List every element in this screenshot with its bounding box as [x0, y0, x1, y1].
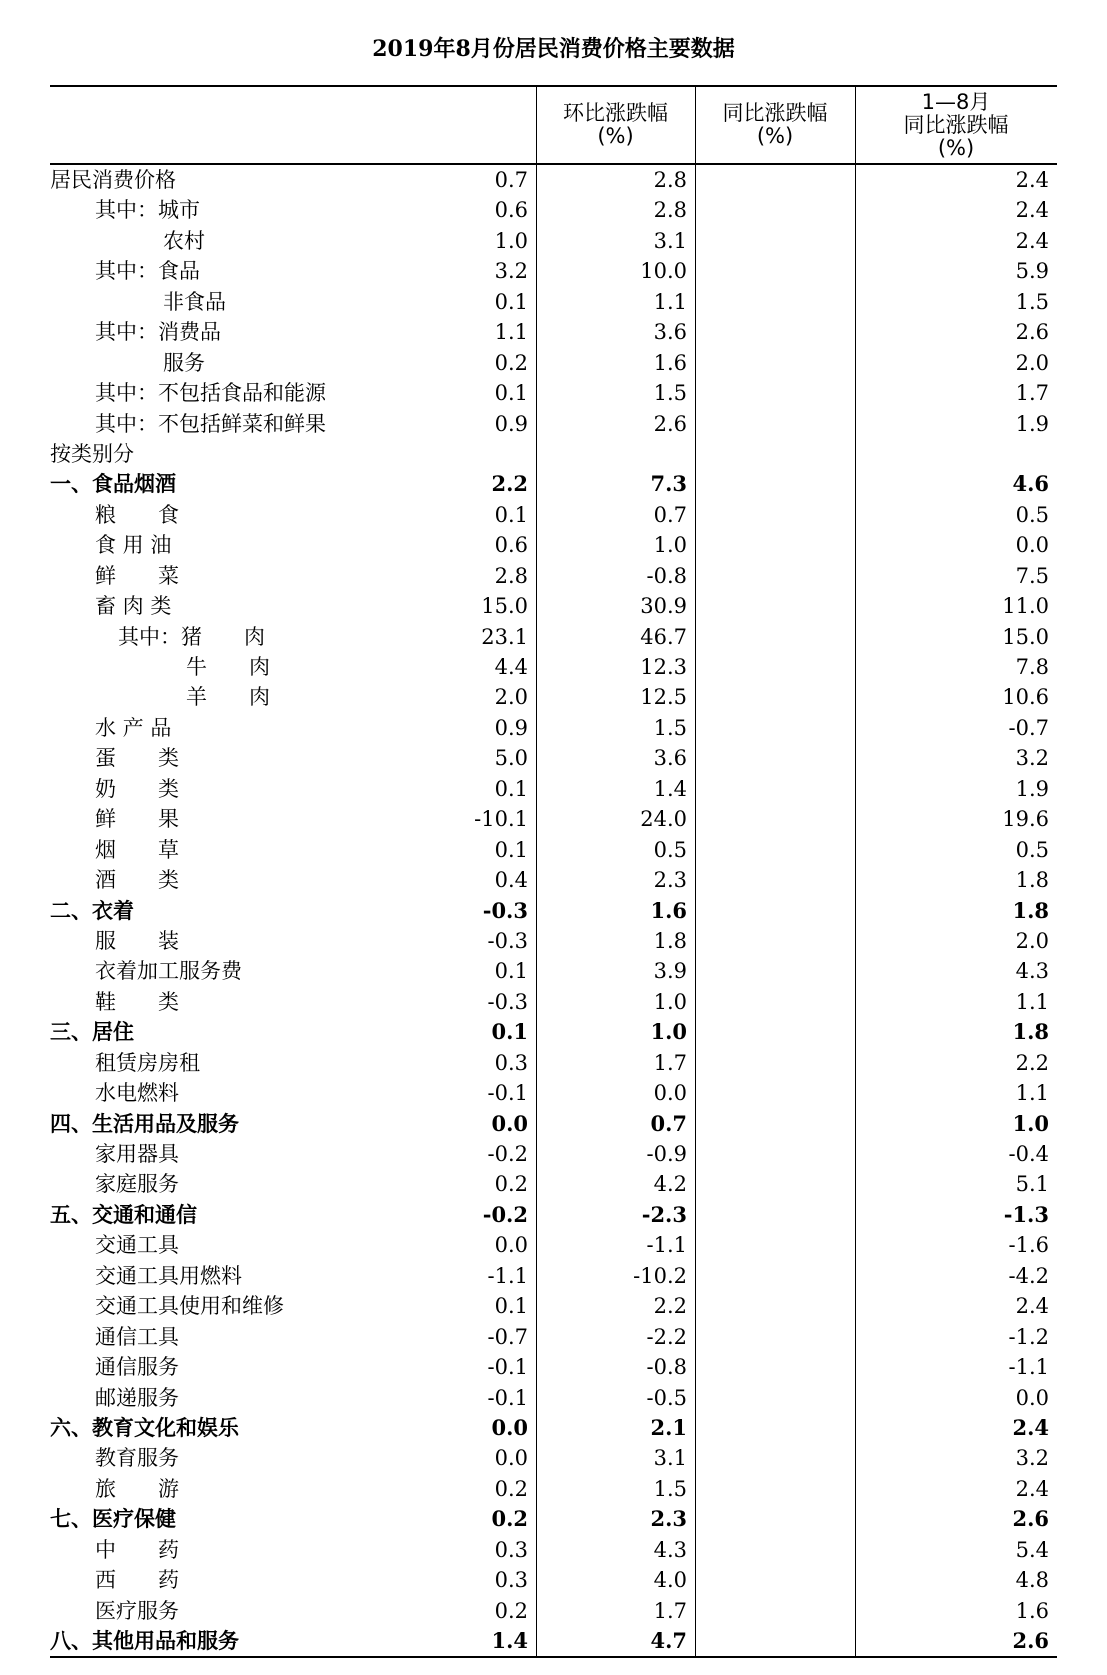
row-label: 衣着加工服务费 — [95, 959, 242, 984]
table-row — [50, 1535, 1057, 1565]
table-row — [50, 1261, 1057, 1291]
table-row — [50, 1200, 1057, 1230]
table-row — [50, 1504, 1057, 1534]
row-label: 交通工具用燃料 — [95, 1263, 242, 1288]
row-label: 服 装 — [95, 928, 179, 953]
table-row — [50, 926, 1057, 956]
row-label: 五、交通和通信 — [50, 1202, 197, 1227]
yoy-value: 1.6 — [653, 350, 687, 375]
mom-value: -0.3 — [482, 897, 528, 923]
ytd-yoy-value: 2.6 — [1015, 320, 1049, 345]
yoy-value: 3.9 — [653, 959, 687, 984]
mom-value: 1.4 — [491, 1628, 528, 1653]
table-row — [50, 409, 1057, 439]
ytd-yoy-value: 1.0 — [1012, 1110, 1049, 1136]
yoy-value: 3.6 — [653, 320, 687, 345]
yoy-value: 2.8 — [653, 168, 687, 192]
ytd-yoy-value: 3.2 — [1015, 1446, 1049, 1471]
row-label: 交通工具 — [95, 1233, 179, 1258]
table-row — [50, 317, 1057, 347]
yoy-value: 1.4 — [653, 776, 687, 801]
table-row — [50, 1383, 1057, 1413]
yoy-value: 12.5 — [640, 685, 687, 710]
ytd-yoy-value: 1.7 — [1015, 381, 1049, 406]
yoy-value: 3.1 — [653, 1446, 687, 1471]
mom-value: -0.2 — [482, 1201, 528, 1227]
yoy-value: 24.0 — [640, 807, 687, 832]
mom-value: 0.0 — [494, 1446, 528, 1471]
ytd-yoy-value: -1.1 — [1008, 1355, 1049, 1380]
mom-value: 0.1 — [494, 289, 528, 314]
yoy-value: 7.3 — [650, 471, 687, 497]
row-label: 蛋 类 — [95, 746, 179, 771]
mom-value: 0.2 — [494, 1476, 528, 1501]
yoy-value: 1.7 — [653, 1050, 687, 1075]
ytd-yoy-value — [906, 439, 1049, 469]
row-label: 四、生活用品及服务 — [50, 1111, 239, 1136]
ytd-yoy-value: 4.3 — [1015, 959, 1049, 984]
ytd-yoy-value: -0.7 — [1008, 715, 1049, 740]
table-header — [50, 87, 1057, 165]
ytd-yoy-value: 1.8 — [1012, 1019, 1049, 1045]
row-label: 旅 游 — [95, 1476, 179, 1501]
table-row — [50, 743, 1057, 773]
table-row — [50, 956, 1057, 986]
header-yoy-change — [695, 87, 855, 163]
ytd-yoy-value: 5.9 — [1015, 259, 1049, 284]
yoy-value: -0.9 — [646, 1142, 687, 1166]
table-row — [50, 652, 1057, 682]
table-row — [50, 348, 1057, 378]
yoy-value: -0.8 — [646, 1355, 687, 1380]
yoy-value: 1.1 — [653, 289, 687, 314]
yoy-value: 4.7 — [650, 1628, 687, 1653]
row-label: 水 产 品 — [95, 715, 172, 740]
mom-value: 1.0 — [494, 228, 528, 253]
yoy-value: -1.1 — [646, 1233, 687, 1258]
mom-value: -0.3 — [487, 928, 528, 953]
page-title: 2019年8月份居民消费价格主要数据 — [372, 36, 735, 62]
row-label: 其中：城市 — [95, 198, 200, 223]
yoy-value: 0.0 — [653, 1081, 687, 1106]
table-row — [50, 1017, 1057, 1047]
ytd-yoy-value: 2.0 — [1015, 350, 1049, 375]
mom-value: 0.0 — [491, 1110, 528, 1136]
yoy-value: 0.7 — [653, 502, 687, 527]
mom-value: 0.1 — [494, 776, 528, 801]
mom-value: 0.2 — [491, 1506, 528, 1532]
row-label: 粮 食 — [95, 502, 179, 527]
mom-value: 0.1 — [491, 1019, 528, 1045]
ytd-yoy-value: 0.5 — [1015, 502, 1049, 527]
ytd-yoy-value: -0.4 — [1008, 1142, 1049, 1166]
mom-value: 0.1 — [494, 837, 528, 862]
table-row — [50, 1596, 1057, 1626]
table-row — [50, 591, 1057, 621]
ytd-yoy-value: 7.5 — [1015, 563, 1049, 588]
mom-value: 0.4 — [494, 868, 528, 893]
row-label: 一、食品烟酒 — [50, 472, 176, 497]
yoy-value: 2.8 — [653, 198, 687, 223]
table-row — [50, 500, 1057, 530]
table-row — [50, 1322, 1057, 1352]
ytd-yoy-value: 0.0 — [1015, 533, 1049, 558]
mom-value: 4.4 — [494, 655, 528, 679]
ytd-yoy-value: -1.6 — [1008, 1233, 1049, 1258]
yoy-value: 12.3 — [640, 655, 687, 679]
mom-value: 15.0 — [481, 594, 528, 619]
table-row — [50, 530, 1057, 560]
ytd-yoy-value: 0.5 — [1015, 837, 1049, 862]
row-label: 牛 肉 — [186, 655, 270, 679]
ytd-yoy-value: 0.0 — [1015, 1385, 1049, 1410]
row-label: 其中：不包括鲜菜和鲜果 — [95, 411, 326, 436]
mom-value: -0.1 — [487, 1385, 528, 1410]
table-row — [50, 226, 1057, 256]
header-ytd-label: 同比涨跌幅 — [903, 112, 1009, 137]
mom-value: 0.1 — [494, 1294, 528, 1319]
ytd-yoy-value: 1.9 — [1015, 411, 1049, 436]
row-label: 家用器具 — [95, 1142, 179, 1166]
table-row — [50, 1626, 1057, 1656]
table-row — [50, 1078, 1057, 1108]
mom-value: 0.1 — [494, 381, 528, 406]
table-row — [50, 1443, 1057, 1473]
ytd-yoy-value: 1.5 — [1015, 289, 1049, 314]
yoy-value: 0.5 — [653, 837, 687, 862]
ytd-yoy-value: -4.2 — [1008, 1263, 1049, 1288]
yoy-value: 2.3 — [650, 1506, 687, 1532]
row-label: 其中：猪 肉 — [118, 624, 265, 649]
row-label: 鞋 类 — [95, 989, 179, 1014]
yoy-value: 2.6 — [653, 411, 687, 436]
table-row — [50, 256, 1057, 286]
ytd-yoy-value: 4.8 — [1015, 1568, 1049, 1593]
mom-value: 0.6 — [494, 198, 528, 223]
row-label: 八、其他用品和服务 — [50, 1629, 239, 1653]
yoy-value: 2.3 — [653, 868, 687, 893]
mom-value: 1.1 — [494, 320, 528, 345]
yoy-value: 1.0 — [653, 989, 687, 1014]
table-row — [50, 1048, 1057, 1078]
ytd-yoy-value: 1.1 — [1015, 1081, 1049, 1106]
yoy-value: -2.3 — [641, 1201, 687, 1227]
header-ytd-unit: (%) — [937, 135, 975, 160]
mom-value: 0.9 — [494, 411, 528, 436]
row-label: 教育服务 — [95, 1446, 179, 1471]
table-row — [50, 1139, 1057, 1169]
row-label: 鲜 菜 — [95, 563, 179, 588]
table-row — [50, 1230, 1057, 1260]
header-ytd-period: 1—8月 — [921, 89, 991, 114]
row-label: 酒 类 — [95, 868, 179, 893]
column-divider — [855, 87, 856, 1656]
mom-value: 0.2 — [494, 1172, 528, 1197]
yoy-value: 1.0 — [653, 533, 687, 558]
row-label: 食 用 油 — [95, 533, 172, 558]
mom-value: -0.1 — [487, 1081, 528, 1106]
table-row — [50, 1109, 1057, 1139]
ytd-yoy-value: 2.2 — [1015, 1050, 1049, 1075]
yoy-value: 1.6 — [650, 897, 687, 923]
table-row — [50, 804, 1057, 834]
ytd-yoy-value: 5.4 — [1015, 1537, 1049, 1562]
ytd-yoy-value: 11.0 — [1002, 594, 1049, 619]
ytd-yoy-value: -1.2 — [1008, 1324, 1049, 1349]
ytd-yoy-value: 15.0 — [1002, 624, 1049, 649]
header-mom-label: 环比涨跌幅 — [563, 101, 668, 125]
mom-value: 0.3 — [494, 1568, 528, 1593]
ytd-yoy-value: 2.4 — [1012, 1414, 1049, 1440]
table-body — [50, 165, 1057, 1656]
mom-value: 0.1 — [494, 959, 528, 984]
row-label: 居民消费价格 — [50, 168, 176, 192]
row-label: 其中：消费品 — [95, 320, 221, 345]
table-row — [50, 622, 1057, 652]
row-label: 通信工具 — [95, 1324, 179, 1349]
mom-value: -0.7 — [487, 1324, 528, 1349]
ytd-yoy-value: 2.0 — [1015, 928, 1049, 953]
yoy-value: 4.2 — [653, 1172, 687, 1197]
yoy-value: 1.5 — [653, 381, 687, 406]
mom-value: -10.1 — [474, 807, 528, 832]
yoy-value: 3.6 — [653, 746, 687, 771]
column-divider — [536, 87, 537, 1656]
mom-value: 0.2 — [494, 1598, 528, 1623]
row-label: 二、衣着 — [50, 898, 134, 923]
row-label: 按类别分 — [50, 441, 134, 466]
header-ytd-yoy-change — [855, 87, 1057, 163]
table-row — [50, 378, 1057, 408]
mom-value: 5.0 — [494, 746, 528, 771]
row-label: 六、教育文化和娱乐 — [50, 1415, 239, 1440]
table-row — [50, 987, 1057, 1017]
row-label: 水电燃料 — [95, 1081, 179, 1106]
row-label: 其中：不包括食品和能源 — [95, 381, 326, 406]
table-row — [50, 287, 1057, 317]
header-mom-unit: (%) — [597, 124, 634, 148]
mom-value: -0.3 — [487, 989, 528, 1014]
mom-value: 0.3 — [494, 1050, 528, 1075]
table-row — [50, 469, 1057, 499]
mom-value: -0.1 — [487, 1355, 528, 1380]
ytd-yoy-value: 2.4 — [1015, 198, 1049, 223]
row-label: 交通工具使用和维修 — [95, 1294, 284, 1319]
ytd-yoy-value: 1.8 — [1012, 897, 1049, 923]
column-divider — [695, 87, 696, 1656]
ytd-yoy-value: -1.3 — [1003, 1201, 1049, 1227]
yoy-value — [537, 439, 687, 469]
mom-value: 2.2 — [491, 471, 528, 497]
yoy-value: -0.8 — [646, 563, 687, 588]
row-label: 七、医疗保健 — [50, 1507, 176, 1532]
ytd-yoy-value: 2.4 — [1015, 168, 1049, 192]
yoy-value: 46.7 — [640, 624, 687, 649]
table-row — [50, 195, 1057, 225]
yoy-value: 1.0 — [650, 1019, 687, 1045]
ytd-yoy-value: 19.6 — [1002, 807, 1049, 832]
yoy-value: 1.7 — [653, 1598, 687, 1623]
ytd-yoy-value: 3.2 — [1015, 746, 1049, 771]
mom-value: 0.2 — [494, 350, 528, 375]
mom-value: 3.2 — [494, 259, 528, 284]
cpi-data-table — [50, 85, 1057, 1658]
row-label: 羊 肉 — [186, 685, 270, 710]
table-row — [50, 865, 1057, 895]
mom-value: -0.2 — [487, 1142, 528, 1166]
row-label: 邮递服务 — [95, 1385, 179, 1410]
table-row — [50, 165, 1057, 195]
header-mom-change — [536, 87, 695, 163]
table-row — [50, 561, 1057, 591]
mom-value: 0.9 — [494, 715, 528, 740]
table-row — [50, 1291, 1057, 1321]
row-label: 奶 类 — [95, 776, 179, 801]
table-row — [50, 896, 1057, 926]
mom-value — [378, 439, 528, 469]
mom-value: 0.0 — [491, 1414, 528, 1440]
table-row — [50, 1474, 1057, 1504]
row-label: 三、居住 — [50, 1020, 134, 1045]
row-label: 家庭服务 — [95, 1172, 179, 1197]
yoy-value: 1.8 — [653, 928, 687, 953]
mom-value: 0.7 — [494, 168, 528, 192]
yoy-value: 1.5 — [653, 1476, 687, 1501]
row-label: 农村 — [163, 228, 205, 253]
table-row — [50, 1565, 1057, 1595]
ytd-yoy-value: 2.4 — [1015, 1476, 1049, 1501]
ytd-yoy-value: 1.8 — [1015, 868, 1049, 893]
ytd-yoy-value: 4.6 — [1012, 471, 1049, 497]
yoy-value: 2.2 — [653, 1294, 687, 1319]
ytd-yoy-value: 7.8 — [1015, 655, 1049, 679]
yoy-value: 3.1 — [653, 228, 687, 253]
ytd-yoy-value: 2.4 — [1015, 1294, 1049, 1319]
ytd-yoy-value: 1.1 — [1015, 989, 1049, 1014]
mom-value: 0.3 — [494, 1537, 528, 1562]
table-row — [50, 682, 1057, 712]
row-label: 非食品 — [163, 289, 226, 314]
row-label: 医疗服务 — [95, 1598, 179, 1623]
ytd-yoy-value: 2.6 — [1012, 1628, 1049, 1653]
mom-value: 0.1 — [494, 502, 528, 527]
row-label: 中 药 — [95, 1537, 179, 1562]
row-label: 其中：食品 — [95, 259, 200, 284]
table-row — [50, 1169, 1057, 1199]
yoy-value: -2.2 — [646, 1324, 687, 1349]
table-row — [50, 439, 1057, 469]
row-label: 畜 肉 类 — [95, 594, 172, 619]
mom-value: 0.0 — [494, 1233, 528, 1258]
yoy-value: 4.3 — [653, 1537, 687, 1562]
ytd-yoy-value: 5.1 — [1015, 1172, 1049, 1197]
yoy-value: 0.7 — [650, 1110, 687, 1136]
table-row — [50, 1413, 1057, 1443]
yoy-value: 10.0 — [640, 259, 687, 284]
row-label: 烟 草 — [95, 837, 179, 862]
table-row — [50, 1352, 1057, 1382]
row-label: 西 药 — [95, 1568, 179, 1593]
yoy-value: 4.0 — [653, 1568, 687, 1593]
yoy-value: 2.1 — [650, 1414, 687, 1440]
table-row — [50, 835, 1057, 865]
ytd-yoy-value: 2.6 — [1012, 1506, 1049, 1532]
mom-value: -1.1 — [487, 1263, 528, 1288]
yoy-value: 1.5 — [653, 715, 687, 740]
table-row — [50, 713, 1057, 743]
yoy-value: -0.5 — [646, 1385, 687, 1410]
ytd-yoy-value: 2.4 — [1015, 228, 1049, 253]
ytd-yoy-value: 1.9 — [1015, 776, 1049, 801]
ytd-yoy-value: 1.6 — [1015, 1598, 1049, 1623]
mom-value: 2.0 — [494, 685, 528, 710]
mom-value: 0.6 — [494, 533, 528, 558]
mom-value: 23.1 — [481, 624, 528, 649]
header-yoy-unit: (%) — [756, 124, 794, 148]
row-label: 服务 — [163, 350, 205, 375]
header-yoy-label: 同比涨跌幅 — [722, 101, 828, 125]
row-label: 租赁房房租 — [95, 1050, 200, 1075]
yoy-value: -10.2 — [633, 1263, 687, 1288]
yoy-value: 30.9 — [640, 594, 687, 619]
table-row — [50, 774, 1057, 804]
mom-value: 2.8 — [494, 563, 528, 588]
ytd-yoy-value: 10.6 — [1002, 685, 1049, 710]
row-label: 通信服务 — [95, 1355, 179, 1380]
row-label: 鲜 果 — [95, 807, 179, 832]
